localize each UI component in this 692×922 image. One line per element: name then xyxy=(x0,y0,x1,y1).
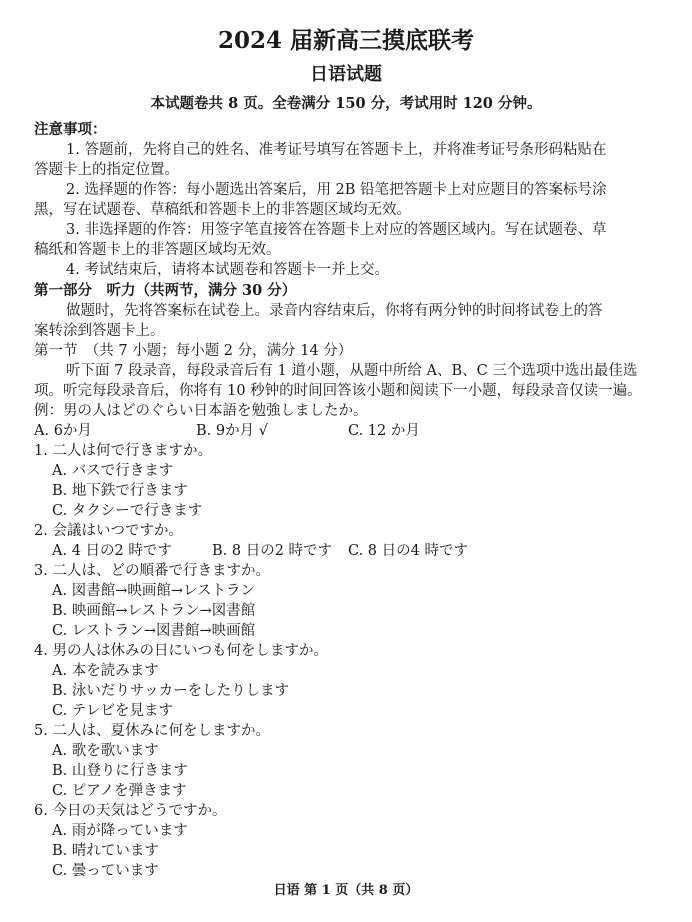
option: B. 泳いだりサッカーをしたりします xyxy=(52,683,290,699)
question-4: 4. 男の人は休みの日にいつも何をしますか。 xyxy=(34,643,328,659)
example-option-c: C. 12 か月 xyxy=(348,423,420,439)
option: C. レストラン→図書館→映画館 xyxy=(52,623,256,639)
question-1: 1. 二人は何で行きますか。 xyxy=(34,443,212,459)
exam-title: 2024 届新高三摸底联考 xyxy=(217,27,475,54)
option: A. 雨が降っています xyxy=(52,823,188,839)
option: C. テレビを見ます xyxy=(52,703,174,719)
section1-directions: 项。听完每段录音后，你将有 10 秒钟的时间回答该小题和阅读下一小题，每段录音仅读一遍。 xyxy=(34,383,642,399)
option: A. 本を読みます xyxy=(52,663,159,679)
example-question: 例：男の人はどのぐらい日本語を勉強しましたか。 xyxy=(34,403,368,419)
notice-heading: 注意事项： xyxy=(34,121,107,138)
notice-line: 稿纸和答题卡上的非答题区域均无效。 xyxy=(34,242,281,258)
part1-intro: 案转涂到答题卡上。 xyxy=(34,323,165,339)
exam-meta: 本试题卷共 8 页。全卷满分 150 分，考试用时 120 分钟。 xyxy=(150,95,542,112)
option: C. 曇っています xyxy=(52,863,159,879)
notice-line: 答题卡上的指定位置。 xyxy=(34,162,179,178)
notice-line: 4. 考试结束后，请将本试题卷和答题卡一并上交。 xyxy=(66,262,389,278)
section1-directions: 听下面 7 段录音，每段录音后有 1 道小题，从题中所给 A、B、C 三个选项中选出最佳选 xyxy=(66,363,638,379)
notice-line: 1. 答题前，先将自己的姓名、准考证号填写在答题卡上，并将准考证号条形码粘贴在 xyxy=(66,142,607,158)
option: C. ピアノを弾きます xyxy=(52,783,187,799)
section1-heading: 第一节 （共 7 小题；每小题 2 分，满分 14 分） xyxy=(34,343,353,359)
notice-line: 3. 非选择题的作答：用签字笔直接答在答题卡上对应的答题区域内。写在试题卷、草 xyxy=(66,222,607,238)
option: A. 図書館→映画館→レストラン xyxy=(52,583,256,599)
example-option-a: A. 6か月 xyxy=(34,423,92,439)
part1-heading: 第一部分 听力（共两节，满分 30 分） xyxy=(34,282,297,299)
subject-title: 日语试题 xyxy=(310,64,382,85)
example-option-b: B. 9か月 √ xyxy=(196,423,268,439)
part1-intro: 做题时，先将答案标在试卷上。录音内容结束后，你将有两分钟的时间将试卷上的答 xyxy=(66,303,603,319)
option: B. 映画館→レストラン→図書館 xyxy=(52,603,256,619)
question-5: 5. 二人は、夏休みに何をしますか。 xyxy=(34,723,270,739)
question-2: 2. 会議はいつですか。 xyxy=(34,523,183,539)
option: A. 4 日の2 時です xyxy=(52,543,172,559)
option: C. 8 日の4 時です xyxy=(348,543,468,559)
option: A. バスで行きます xyxy=(52,463,174,479)
question-3: 3. 二人は、どの順番で行きますか。 xyxy=(34,563,270,579)
option: C. タクシーで行きます xyxy=(52,503,203,519)
page-footer: 日语 第 1 页（共 8 页） xyxy=(273,883,419,898)
question-6: 6. 今日の天気はどうですか。 xyxy=(34,803,227,819)
option: A. 歌を歌います xyxy=(52,743,159,759)
notice-line: 黑，写在试题卷、草稿纸和答题卡上的非答题区域均无效。 xyxy=(34,202,411,218)
option: B. 晴れています xyxy=(52,843,159,859)
notice-line: 2. 选择题的作答：每小题选出答案后，用 2B 铅笔把答题卡上对应题目的答案标号涂 xyxy=(66,182,607,198)
option: B. 8 日の2 時です xyxy=(212,543,333,559)
option: B. 山登りに行きます xyxy=(52,763,188,779)
option: B. 地下鉄で行きます xyxy=(52,483,188,499)
